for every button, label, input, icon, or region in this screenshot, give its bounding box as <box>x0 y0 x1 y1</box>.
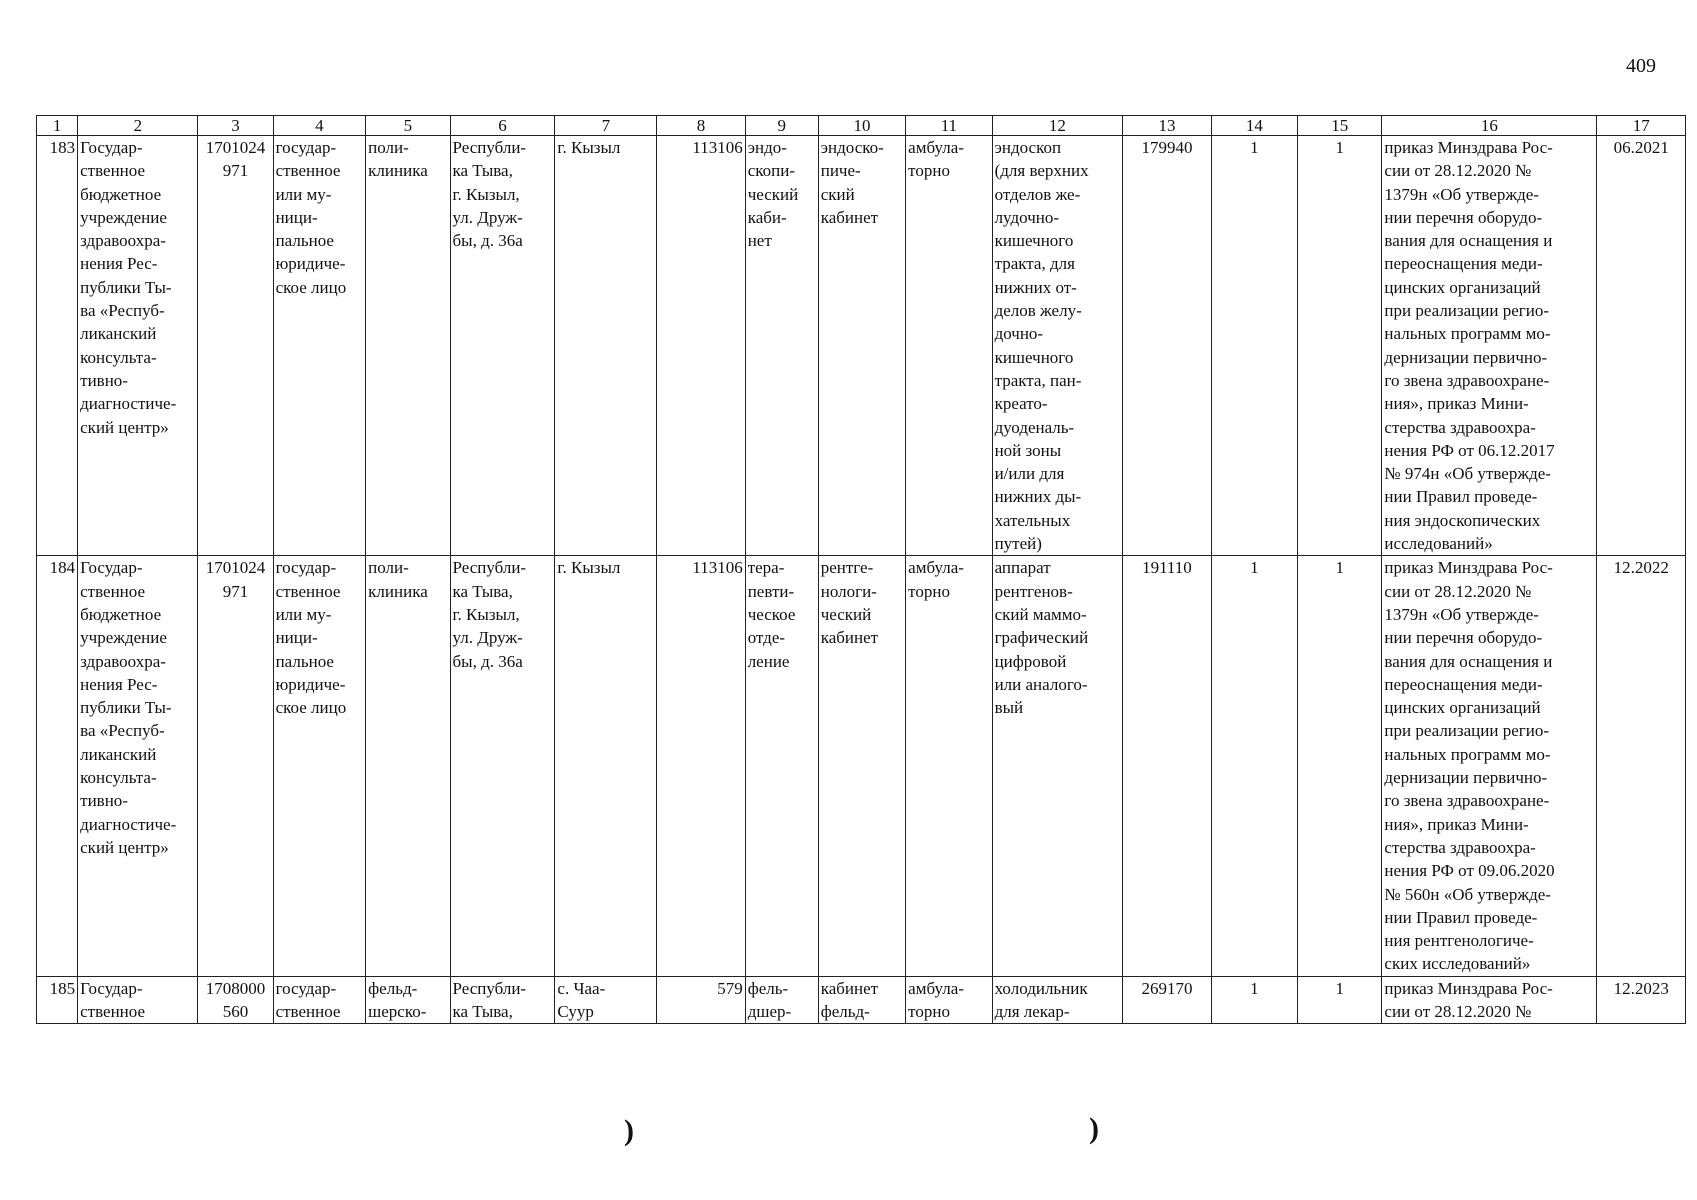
column-number: 2 <box>78 116 198 136</box>
row-number: 184 <box>37 556 78 976</box>
population: 579 <box>657 976 745 1024</box>
quantity: 1 <box>1211 976 1297 1024</box>
table-row <box>37 976 1686 1024</box>
page-number: 409 <box>1626 55 1656 77</box>
handwritten-mark: ) <box>624 1114 634 1147</box>
settlement: г. Кызыл <box>555 136 657 556</box>
column-number: 14 <box>1211 116 1297 136</box>
settlement: г. Кызыл <box>555 556 657 976</box>
equipment: эндоскоп (для верхних отделов же- лудочно- кишечного тракта, для нижних от- делов желу- дочно- кишечного тракта, пан- креато- дуоденаль- ной зоны и/или для нижних ды- хательных путей) <box>992 136 1123 556</box>
column-number: 1 <box>37 116 78 136</box>
organization-name: Государ- ственное бюджетное учреждение здравоохра- нения Рес- публики Ты- ва «Респуб- ликанский консульта- тивно- диагностиче- ский центр» <box>78 556 198 976</box>
quantity-planned: 1 <box>1298 136 1382 556</box>
facility-type: поли- клиника <box>366 136 450 556</box>
table-row <box>37 136 1686 556</box>
population: 113106 <box>657 556 745 976</box>
table-header-row <box>37 116 1686 136</box>
handwritten-mark: ) <box>1089 1112 1099 1145</box>
due-date: 12.2022 <box>1597 556 1686 976</box>
column-number: 8 <box>657 116 745 136</box>
address: Республи- ка Тыва, <box>450 976 555 1024</box>
row-number: 185 <box>37 976 78 1024</box>
column-number: 7 <box>555 116 657 136</box>
quantity: 1 <box>1211 556 1297 976</box>
due-date: 06.2021 <box>1597 136 1686 556</box>
column-number: 17 <box>1597 116 1686 136</box>
facility-type: фельд- шерско- <box>366 976 450 1024</box>
care-mode: амбула- торно <box>906 556 992 976</box>
regulation: приказ Минздрава Рос- сии от 28.12.2020 № 1379н «Об утвержде- нии перечня оборудо- вания для оснащения и переоснащения меди- цинских организаций при реализации регио- нальных программ мо- дернизации первично- го звена здравоохране- ния», приказ Мини- стерства здравоохра- нения РФ от 09.06.2020 № 560н «Об утвержде- нии Правил проведе- ния рентгенологиче- ских исследований» <box>1382 556 1597 976</box>
column-number: 11 <box>906 116 992 136</box>
register-table <box>36 115 1686 1024</box>
settlement: с. Чаа- Суур <box>555 976 657 1024</box>
column-number: 5 <box>366 116 450 136</box>
population: 113106 <box>657 136 745 556</box>
department: фель- дшер- <box>745 976 818 1024</box>
column-number: 15 <box>1298 116 1382 136</box>
column-number: 10 <box>818 116 905 136</box>
column-number: 12 <box>992 116 1123 136</box>
column-number: 16 <box>1382 116 1597 136</box>
legal-form: государ- ственное или му- ници- пальное юридиче- ское лицо <box>273 556 366 976</box>
equipment-code: 179940 <box>1123 136 1211 556</box>
address: Республи- ка Тыва, г. Кызыл, ул. Друж- бы, д. 36а <box>450 136 555 556</box>
address: Республи- ка Тыва, г. Кызыл, ул. Друж- бы, д. 36а <box>450 556 555 976</box>
equipment-code: 269170 <box>1123 976 1211 1024</box>
care-mode: амбула- торно <box>906 136 992 556</box>
quantity-planned: 1 <box>1298 556 1382 976</box>
facility-type: поли- клиника <box>366 556 450 976</box>
quantity: 1 <box>1211 136 1297 556</box>
equipment: холодильник для лекар- <box>992 976 1123 1024</box>
care-mode: амбула- торно <box>906 976 992 1024</box>
column-number: 13 <box>1123 116 1211 136</box>
column-number: 6 <box>450 116 555 136</box>
legal-form: государ- ственное <box>273 976 366 1024</box>
row-number: 183 <box>37 136 78 556</box>
cabinet: рентге- нологи- ческий кабинет <box>818 556 905 976</box>
legal-form: государ- ственное или му- ници- пальное юридиче- ское лицо <box>273 136 366 556</box>
organization-name: Государ- ственное <box>78 976 198 1024</box>
inn-code: 1701024 971 <box>198 136 273 556</box>
column-number: 9 <box>745 116 818 136</box>
department: эндо- скопи- ческий каби- нет <box>745 136 818 556</box>
inn-code: 1708000 560 <box>198 976 273 1024</box>
cabinet: кабинет фельд- <box>818 976 905 1024</box>
organization-name: Государ- ственное бюджетное учреждение здравоохра- нения Рес- публики Ты- ва «Респуб- ликанский консульта- тивно- диагностиче- ский центр» <box>78 136 198 556</box>
cabinet: эндоско- пиче- ский кабинет <box>818 136 905 556</box>
department: тера- певти- ческое отде- ление <box>745 556 818 976</box>
table-row <box>37 556 1686 976</box>
column-number: 3 <box>198 116 273 136</box>
regulation: приказ Минздрава Рос- сии от 28.12.2020 № 1379н «Об утвержде- нии перечня оборудо- вания для оснащения и переоснащения меди- цинских организаций при реализации регио- нальных программ мо- дернизации первично- го звена здравоохране- ния», приказ Мини- стерства здравоохра- нения РФ от 06.12.2017 № 974н «Об утвержде- нии Правил проведе- ния эндоскопических исследований» <box>1382 136 1597 556</box>
column-number: 4 <box>273 116 366 136</box>
equipment-code: 191110 <box>1123 556 1211 976</box>
equipment: аппарат рентгенов- ский маммо- графический цифровой или аналого- вый <box>992 556 1123 976</box>
due-date: 12.2023 <box>1597 976 1686 1024</box>
regulation: приказ Минздрава Рос- сии от 28.12.2020 № <box>1382 976 1597 1024</box>
quantity-planned: 1 <box>1298 976 1382 1024</box>
inn-code: 1701024 971 <box>198 556 273 976</box>
